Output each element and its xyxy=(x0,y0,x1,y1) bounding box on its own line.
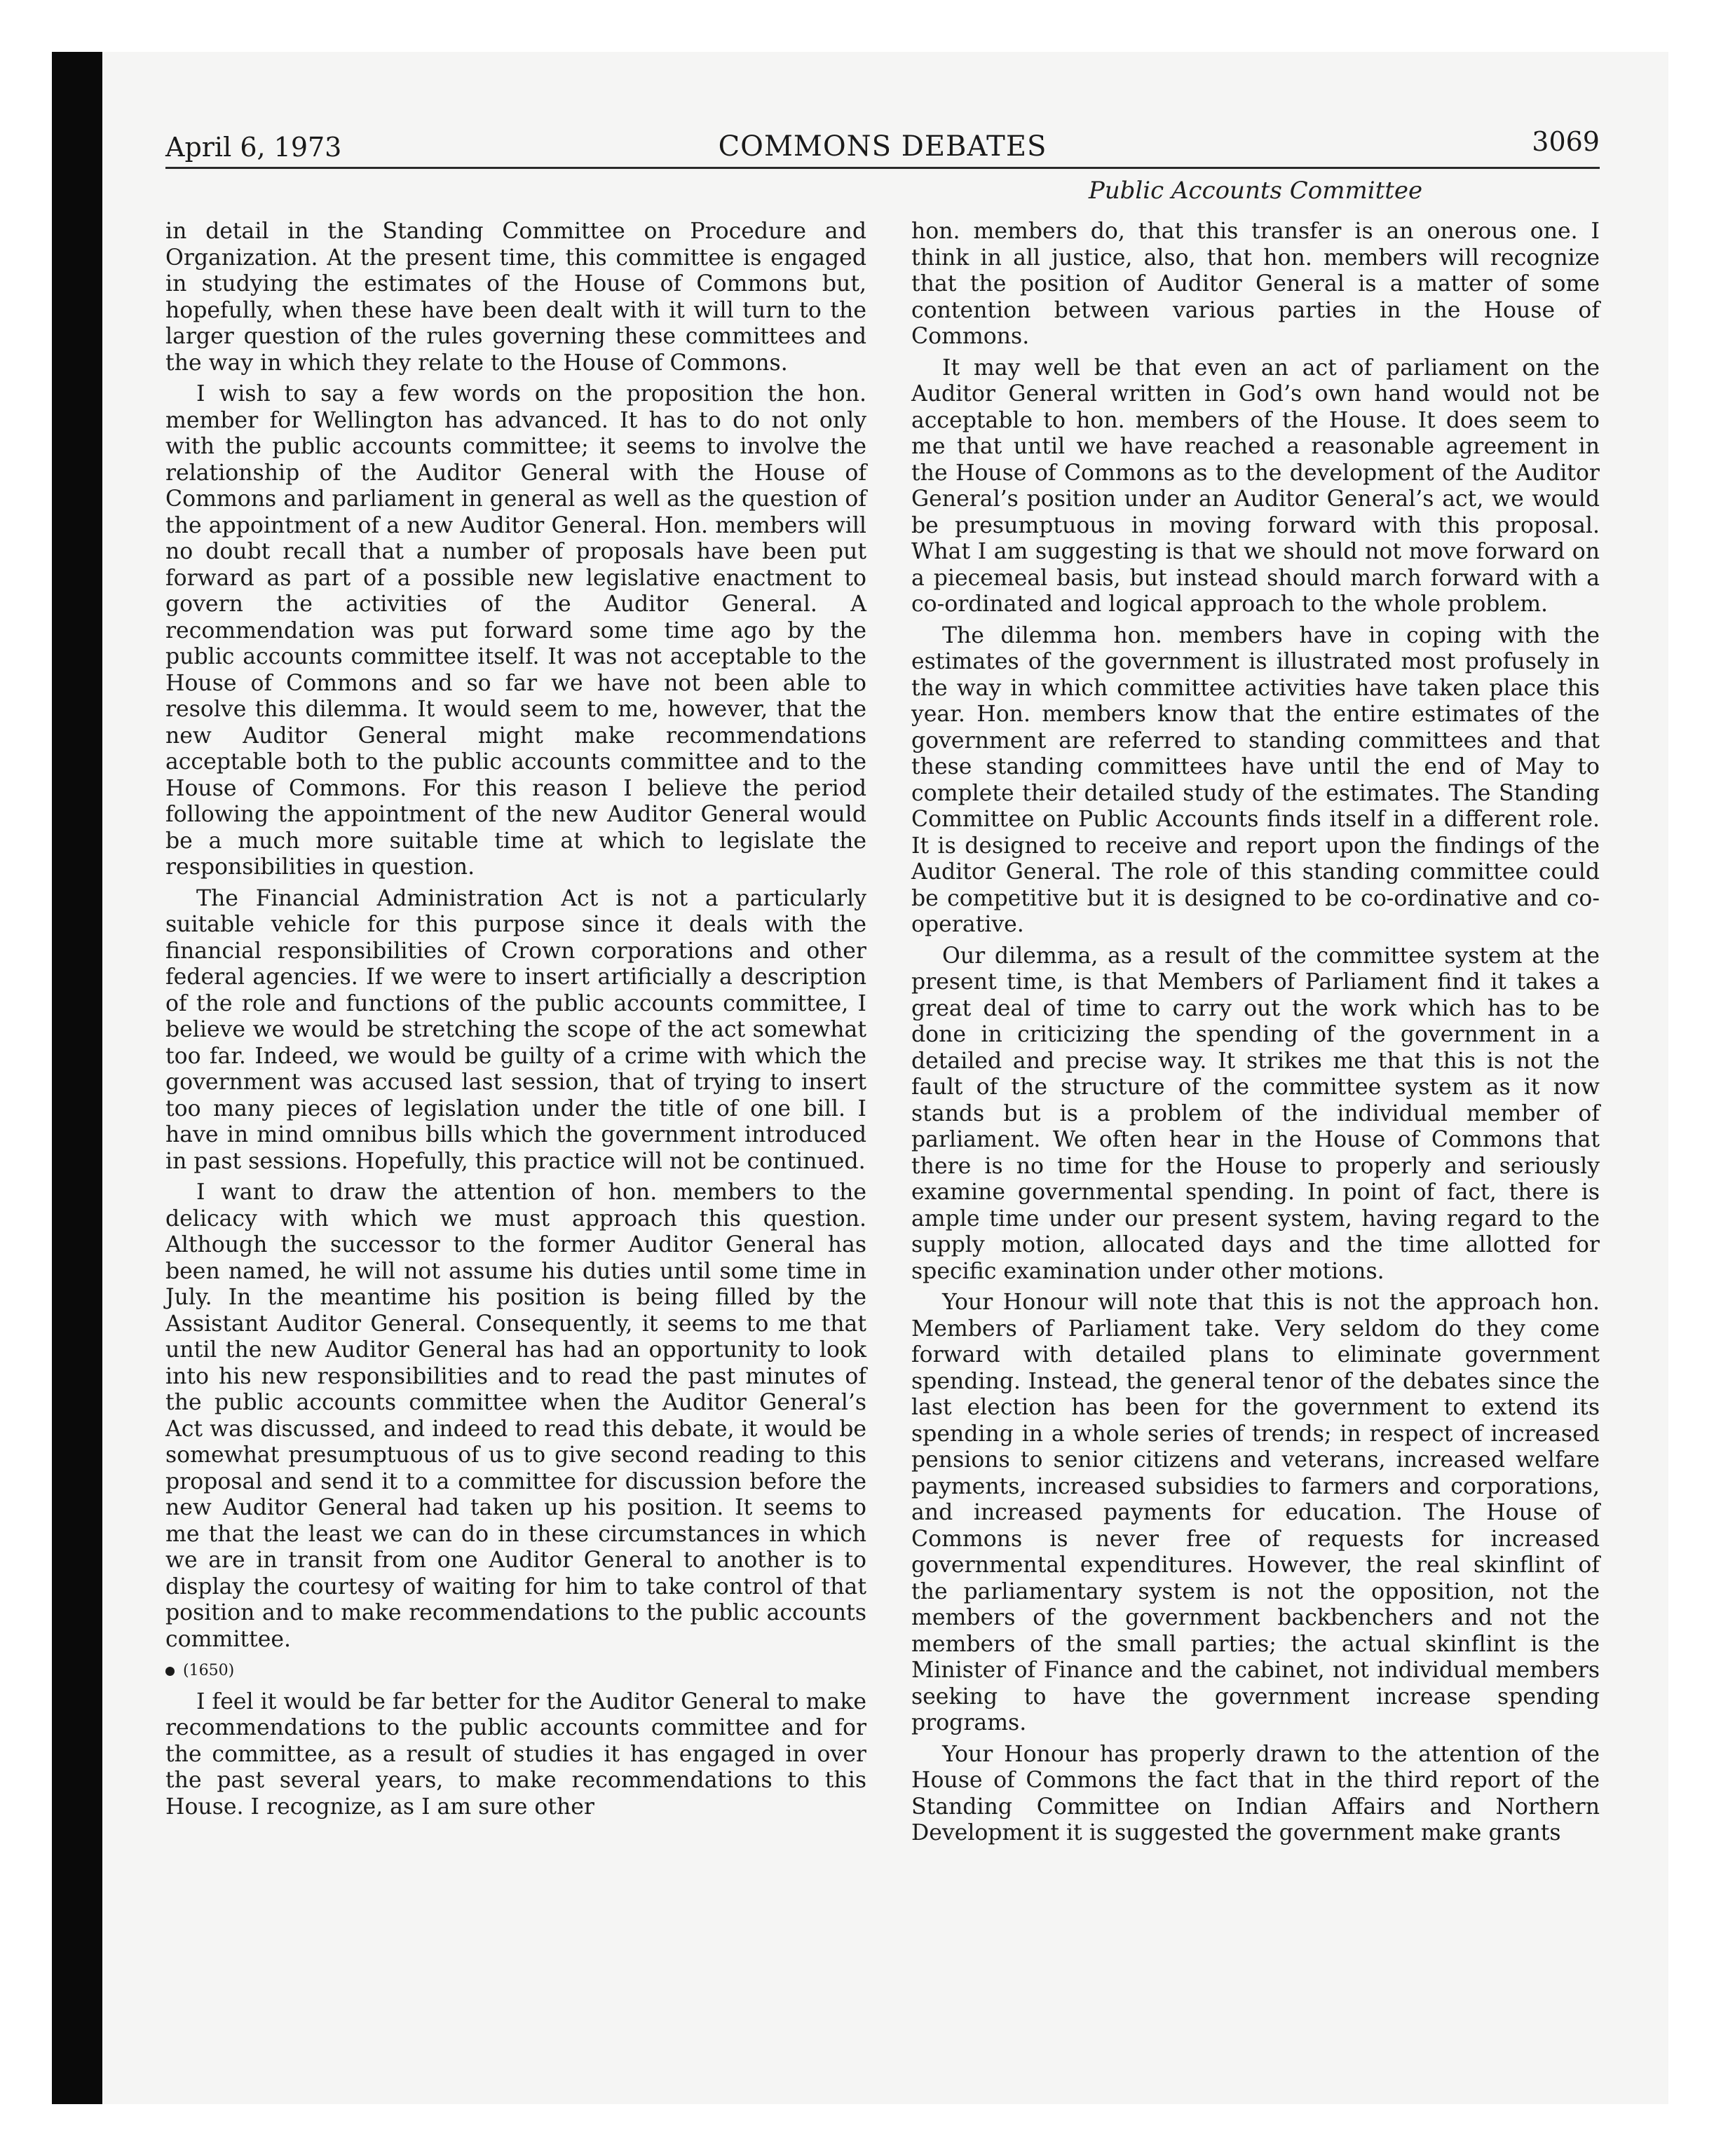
paragraph: Your Honour will note that this is not the approach hon. Members of Parliament take. Very seldom do they come forward with detailed plans to eliminate government spending. Instead, the general tenor of the debates since the last election has been for the government to extend its spending in a whole series of trends; in respect of increased pensions to senior citizens and veterans, increased welfare payments, increased subsidies to farmers and corporations, and increased payments for education. The House of Commons is never free of requests for increased governmental expenditures. However, the real skinflint of the parliamentary system is not the opposition, not the members of the government backbenchers and not the members of the small parties; the actual skinflint is the Minister of Finance and the cabinet, not individual members seeking to have the government increase spending programs. xyxy=(911,1290,1600,1735)
header-title: COMMONS DEBATES xyxy=(718,130,1047,163)
left-column xyxy=(165,219,866,1825)
time-marker xyxy=(165,1658,866,1684)
paragraph: I want to draw the attention of hon. members to the delicacy with which we must approach this question. Although the successor to the former Auditor General has been named, he will not assume his duties until some time in July. In the meantime his position is being filled by the Assistant Auditor General. Consequently, it seems to me that until the new Auditor General has had an opportunity to look into his new responsibilities and to read the past minutes of the public accounts committee when the Auditor General’s Act was discussed, and indeed to read this debate, it would be somewhat presumptuous of us to give second reading to this proposal and send it to a committee for discussion before the new Auditor General had taken up his position. It seems to me that the least we can do in these circumstances in which we are in transit from one Auditor General to another is to display the courtesy of waiting for him to take control of that position and to make recommendations to the public accounts committee. xyxy=(165,1180,866,1652)
section-subtitle: Public Accounts Committee xyxy=(1088,177,1423,205)
paragraph: The dilemma hon. members have in coping with the estimates of the government is illustrated most profusely in the way in which committee activities have taken place this year. Hon. members know that the entire estimates of the government are referred to standing committees and that these standing committees have until the end of May to complete their detailed study of the estimates. The Standing Committee on Public Accounts finds itself in a different role. It is designed to receive and report upon the findings of the Auditor General. The role of this standing committee could be competitive but it is designed to be co-ordinative and co-operative. xyxy=(911,622,1600,937)
paragraph: I feel it would be far better for the Auditor General to make recommendations to the public accounts committee and for the committee, as a result of studies it has engaged in over the past several years, to make recommendations to this House. I recognize, as I am sure other xyxy=(165,1688,866,1820)
scan-edge xyxy=(52,52,102,2104)
right-column xyxy=(911,219,1600,1852)
time-marker-text: (1650) xyxy=(183,1662,235,1679)
paragraph: I wish to say a few words on the proposition the hon. member for Wellington has advanced. It has to do not only with the public accounts committee; it seems to involve the relationship of the Auditor General with the House of Commons and parliament in general as well as the question of the appointment of a new Auditor General. Hon. members will no doubt recall that a number of proposals have been put forward as part of a possible new legislative enactment to govern the activities of the Auditor General. A recommendation was put forward some time ago by the public accounts committee itself. It was not acceptable to the House of Commons and so far we have not been able to resolve this dilemma. It would seem to me, however, that the new Auditor General might make recommendations acceptable both to the public accounts committee and to the House of Commons. For this reason I believe the period following the appointment of the new Auditor General would be a much more suitable time at which to legislate the responsibilities in question. xyxy=(165,381,866,880)
paragraph: in detail in the Standing Committee on Procedure and Organization. At the present time, this committee is engaged in studying the estimates of the House of Commons but, hopefully, when these have been dealt with it will turn to the larger question of the rules governing these committees and the way in which they relate to the House of Commons. xyxy=(165,219,866,376)
paragraph: Our dilemma, as a result of the committee system at the present time, is that Members of Parliament find it takes a great deal of time to carry out the work which has to be done in criticizing the spending of the government in a detailed and precise way. It strikes me that this is not the fault of the structure of the committee system as it now stands but is a problem of the individual member of parliament. We often hear in the House of Commons that there is no time for the House to properly and seriously examine governmental spending. In point of fact, there is ample time under our present system, having regard to the supply motion, allocated days and the time allotted for specific examination under other motions. xyxy=(911,943,1600,1284)
paragraph: The Financial Administration Act is not a particularly suitable vehicle for this purpose since it deals with the financial responsibilities of Crown corporations and other federal agencies. If we were to insert artificially a description of the role and functions of the public accounts committee, I believe we would be stretching the scope of the act somewhat too far. Indeed, we would be guilty of a crime with which the government was accused last session, that of trying to insert too many pieces of legislation under the title of one bill. I have in mind omnibus bills which the government introduced in past sessions. Hopefully, this practice will not be continued. xyxy=(165,885,866,1174)
header-date: April 6, 1973 xyxy=(165,132,342,163)
paragraph: It may well be that even an act of parliament on the Auditor General written in God’s own hand would not be acceptable to hon. members of the House. It does seem to me that until we have reached a reasonable agreement in the House of Commons as to the development of the Auditor General’s position under an Auditor General’s act, we would be presumptuous in moving forward with this proposal. What I am suggesting is that we should not move forward on a piecemeal basis, but instead should march forward with a co-ordinated and logical approach to the whole problem. xyxy=(911,355,1600,617)
page-header xyxy=(165,121,1600,169)
paragraph: hon. members do, that this transfer is an onerous one. I think in all justice, also, that hon. members will recognize that the position of Auditor General is a matter of some contention between various parties in the House of Commons. xyxy=(911,219,1600,349)
paragraph: Your Honour has properly drawn to the attention of the House of Commons the fact that in the third report of the Standing Committee on Indian Affairs and Northern Development it is suggested the government make grants xyxy=(911,1741,1600,1845)
bullet-icon xyxy=(165,1667,175,1676)
page-number: 3069 xyxy=(1532,126,1600,157)
